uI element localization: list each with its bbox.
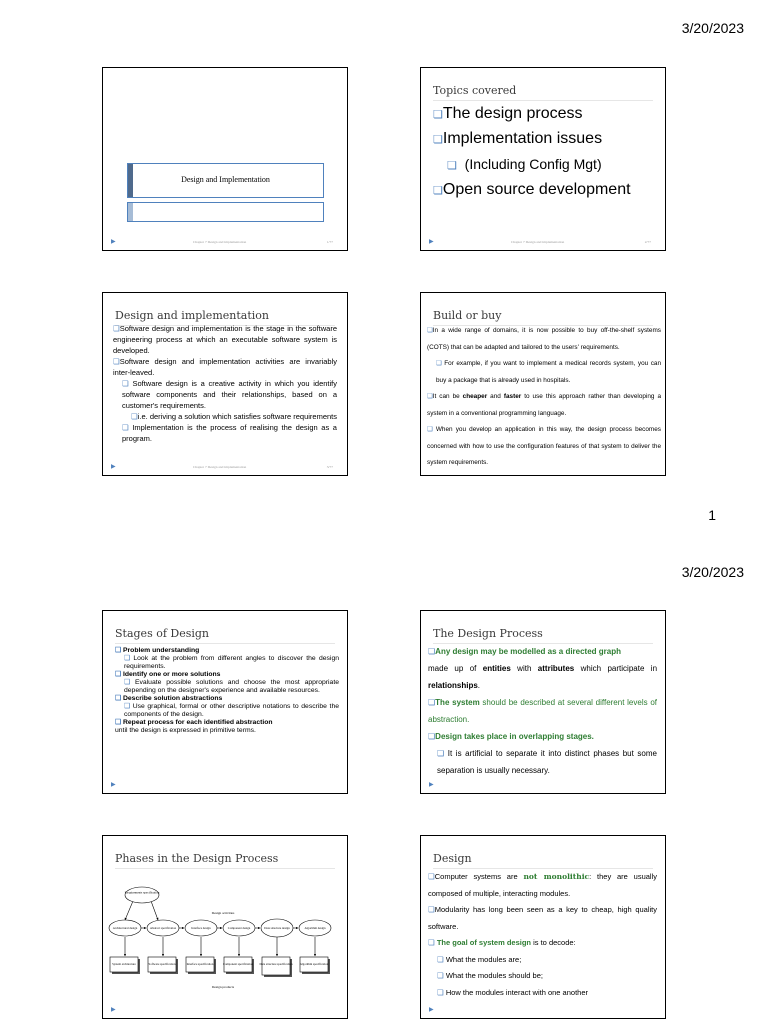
list-item: ❏Software design and implementation activities are invariably inter-leaved. bbox=[113, 357, 337, 377]
svg-text:System architecture: System architecture bbox=[112, 962, 136, 966]
list-item: ❏ The goal of system design is to decode: bbox=[428, 938, 576, 947]
slide-heading: Build or buy bbox=[433, 309, 502, 322]
page-date: 3/20/2023 bbox=[681, 20, 744, 36]
diagram-node bbox=[147, 920, 179, 936]
slide-heading: Phases in the Design Process bbox=[115, 852, 279, 865]
slide-phases-design-process bbox=[102, 835, 348, 1019]
list-item: until the design is expressed in primitive terms. bbox=[115, 727, 256, 734]
list-item: ❏ When you develop an application in this way, the design process becomes concerned with how to use the configuration features of that system to deliver the system requirements. bbox=[427, 426, 661, 466]
subtitle-box bbox=[127, 202, 324, 222]
svg-text:Abstract specification: Abstract specification bbox=[149, 926, 177, 930]
slide-title-text: Design and Implementation bbox=[181, 175, 270, 184]
diagram-product bbox=[260, 957, 293, 977]
play-icon: ▶ bbox=[111, 463, 116, 470]
slide-stages-of-design bbox=[102, 610, 348, 794]
slide-heading: Stages of Design bbox=[115, 627, 210, 640]
svg-text:Architectural design: Architectural design bbox=[112, 926, 138, 930]
slide-number: 2/77 bbox=[644, 240, 651, 244]
diagram-node bbox=[223, 920, 255, 936]
svg-text:Algorithm specification: Algorithm specification bbox=[299, 962, 329, 966]
play-icon: ▶ bbox=[429, 1006, 434, 1013]
svg-text:Software specification: Software specification bbox=[148, 962, 176, 966]
list-item: ❏ Software design is a creative activity in which you identify software components and their relationships, based on a customer's requirements. bbox=[122, 379, 337, 410]
svg-text:Requirements specification: Requirements specification bbox=[124, 890, 160, 895]
slide-number: 3/77 bbox=[326, 465, 333, 469]
topic-list bbox=[433, 102, 631, 203]
diagram-label: Design products bbox=[211, 985, 235, 989]
svg-text:Data structure specification: Data structure specification bbox=[259, 962, 293, 966]
list-item: ❏ Describe solution abstractions bbox=[115, 695, 223, 702]
play-icon: ▶ bbox=[111, 1006, 116, 1013]
svg-text:Component design: Component design bbox=[227, 926, 251, 930]
title-box bbox=[127, 163, 324, 198]
list-item: ❏The design process bbox=[433, 105, 583, 122]
slide-topics bbox=[420, 67, 666, 251]
slide-design-process bbox=[420, 610, 666, 794]
slide-body bbox=[428, 869, 657, 1001]
diagram-product bbox=[110, 957, 140, 974]
play-icon: ▶ bbox=[111, 781, 116, 788]
diagram-product bbox=[148, 957, 178, 974]
list-item: ❏ Repeat process for each identified abstraction bbox=[115, 719, 273, 726]
svg-text:Algorithm design: Algorithm design bbox=[304, 926, 326, 930]
page-number: 1 bbox=[708, 507, 716, 523]
list-item: ❏Implementation issues bbox=[433, 130, 603, 147]
list-item: ❏ Evaluate possible solutions and choose the most appropriate depending on the designer's experience and available resources. bbox=[124, 679, 339, 694]
list-item: ❏Software design and implementation is the stage in the software engineering process at which an executable software system is developed. bbox=[113, 324, 337, 355]
diagram-node bbox=[109, 920, 141, 936]
list-item: ❏ It is artificial to separate it into distinct phases but some separation is usually necessary. bbox=[437, 749, 657, 775]
diagram-node bbox=[261, 919, 293, 937]
svg-text:Interface specification: Interface specification bbox=[186, 962, 214, 966]
slide-body bbox=[115, 647, 339, 735]
svg-text:Data structure design: Data structure design bbox=[264, 926, 290, 930]
diagram-product bbox=[300, 957, 330, 974]
slide-build-or-buy bbox=[420, 292, 666, 476]
slide-footer: Chapter 7 Design and implementation bbox=[511, 240, 565, 244]
list-item: ❏ Look at the problem from different angles to discover the design requirements. bbox=[124, 655, 340, 670]
list-item: ❏i.e. deriving a solution which satisfies software requirements bbox=[131, 412, 337, 421]
list-item: ❏ For example, if you want to implement a medical records system, you can buy a package that is already used in hospitals. bbox=[436, 360, 661, 384]
list-item: ❏Computer systems are not monolithic: they are usually composed of multiple, interacting modules. bbox=[428, 872, 657, 898]
list-item: ❏ How the modules interact with one another bbox=[437, 987, 588, 997]
slide-body bbox=[427, 323, 661, 472]
checkbox-bullet-icon: ❏ bbox=[433, 109, 443, 121]
list-item: ❏ Problem understanding bbox=[115, 647, 200, 654]
list-item: ❏ Use graphical, formal or other descriptive notations to describe the components of the design. bbox=[124, 703, 339, 718]
diagram-product bbox=[223, 957, 254, 974]
slide-heading: Design and implementation bbox=[115, 309, 269, 322]
list-item: ❏The system should be described at several different levels of abstraction. bbox=[428, 698, 657, 724]
svg-text:Interface design: Interface design bbox=[191, 926, 211, 930]
slide-design bbox=[420, 835, 666, 1019]
list-item: ❏ What the modules should be; bbox=[437, 971, 543, 980]
slide-title bbox=[102, 67, 348, 251]
svg-text:Component specification: Component specification bbox=[222, 962, 254, 966]
list-item: ❏ Implementation is the process of realising the design as a program. bbox=[122, 423, 337, 443]
play-icon: ▶ bbox=[429, 781, 434, 788]
diagram-label: Design activities bbox=[211, 911, 235, 915]
slide-design-implementation bbox=[102, 292, 348, 476]
list-item: ❏Any design may be modelled as a directed graph made up of entities with attributes which participate in relationships. bbox=[428, 647, 658, 690]
list-item: ❏Open source development bbox=[433, 181, 631, 198]
slide-heading: Design bbox=[433, 852, 472, 865]
checkbox-bullet-icon: ❏ bbox=[433, 134, 443, 146]
list-item: ❏Modularity has long been seen as a key to cheap, high quality software. bbox=[428, 905, 657, 931]
list-item: ❏ (Including Config Mgt) bbox=[447, 156, 602, 172]
list-item: ❏Design takes place in overlapping stages. bbox=[428, 732, 594, 741]
list-item: ❏ Identify one or more solutions bbox=[115, 671, 221, 678]
list-item: ❏ What the modules are; bbox=[437, 954, 522, 964]
page-date: 3/20/2023 bbox=[681, 564, 744, 580]
slide-footer: Chapter 7 Design and implementation bbox=[193, 240, 247, 244]
checkbox-bullet-icon: ❏ bbox=[447, 160, 457, 172]
slide-number: 1/77 bbox=[326, 240, 333, 244]
diagram-node bbox=[299, 920, 331, 936]
play-icon: ▶ bbox=[111, 238, 116, 245]
slide-body bbox=[428, 643, 657, 779]
slide-footer: Chapter 7 Design and implementation bbox=[193, 465, 247, 469]
design-phases-diagram bbox=[103, 876, 348, 1016]
diagram-product bbox=[186, 957, 216, 974]
list-item: ❏It can be cheaper and faster to use this approach rather than developing a system in a conventional programming language. bbox=[427, 393, 661, 417]
play-icon: ▶ bbox=[429, 238, 434, 245]
slide-heading: Topics covered bbox=[433, 84, 517, 97]
slide-heading: The Design Process bbox=[433, 627, 543, 640]
diagram-node bbox=[125, 887, 160, 903]
list-item: ❏In a wide range of domains, it is now possible to buy off-the-shelf systems (COTS) that can be adapted and tailored to the users' requirements. bbox=[427, 327, 661, 351]
slide-body bbox=[113, 323, 337, 444]
diagram-node bbox=[185, 920, 217, 936]
checkbox-bullet-icon: ❏ bbox=[433, 185, 443, 197]
